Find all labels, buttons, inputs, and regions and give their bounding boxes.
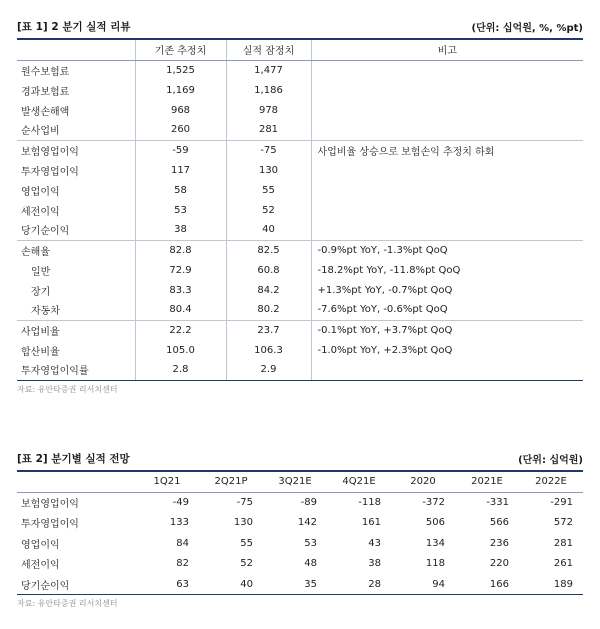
period-value: -372	[422, 497, 445, 508]
row-note	[311, 60, 583, 80]
prev-estimate: 1,525	[135, 60, 226, 80]
table2-body	[17, 492, 583, 595]
table1-title: [표 1] 2 분기 실적 리뷰	[17, 21, 131, 33]
table1-unit: (단위: 십억원, %, %pt)	[471, 23, 583, 34]
period-value: 118	[425, 558, 445, 570]
prev-estimate: 105.0	[135, 340, 226, 360]
table2-row	[17, 513, 583, 534]
table2-header-period: 2020	[391, 472, 455, 492]
table2-row	[17, 492, 583, 513]
prev-estimate: -59	[135, 140, 226, 160]
actual-value: -75	[226, 140, 311, 160]
table1-row	[17, 140, 583, 160]
period-value: 94	[391, 574, 455, 595]
row-label: 세전이익	[21, 206, 60, 218]
row-label: 손해율	[21, 246, 50, 258]
actual-value: 130	[226, 160, 311, 180]
period-value: 48	[304, 558, 317, 570]
table2-header-label	[17, 472, 135, 492]
row-label: 경과보험료	[21, 86, 70, 98]
table2-header-period: 2021E	[455, 472, 519, 492]
table1-caption	[17, 16, 583, 38]
period-value: -331	[486, 497, 509, 508]
period-value: 82	[176, 558, 189, 570]
actual-value: 2.9	[226, 360, 311, 380]
prev-estimate: 72.9	[135, 260, 226, 280]
row-note: -1.0%pt YoY, +2.3%pt QoQ	[311, 340, 583, 360]
row-note	[311, 100, 583, 120]
row-label: 영업이익	[21, 539, 60, 551]
period-value: 166	[455, 574, 519, 595]
prev-estimate: 2.8	[135, 360, 226, 380]
table1-row	[17, 300, 583, 320]
period-value: 134	[425, 537, 445, 549]
prev-estimate: 82.8	[135, 240, 226, 260]
table2-caption	[17, 448, 583, 470]
row-label: 순사업비	[17, 120, 135, 140]
actual-value: 23.7	[226, 320, 311, 340]
prev-estimate: 22.2	[135, 320, 226, 340]
table1-row	[17, 60, 583, 80]
row-label: 세전이익	[21, 560, 60, 572]
row-label: 자동차	[17, 300, 135, 320]
table1-row	[17, 100, 583, 120]
actual-value: 84.2	[226, 280, 311, 300]
table2-row	[17, 574, 583, 595]
table2-unit: (단위: 십억원)	[518, 455, 583, 466]
table2	[17, 472, 583, 595]
table1-row	[17, 320, 583, 340]
period-value: 35	[263, 574, 327, 595]
actual-value: 52	[226, 200, 311, 220]
row-label: 합산비율	[21, 346, 60, 358]
period-value: 84	[176, 537, 189, 549]
period-value: 161	[361, 517, 381, 529]
period-value: -118	[358, 497, 381, 508]
row-note	[311, 120, 583, 140]
period-value: 189	[519, 574, 583, 595]
actual-value: 80.2	[226, 300, 311, 320]
period-value: 28	[327, 574, 391, 595]
prev-estimate: 260	[135, 120, 226, 140]
table1-header-actual: 실적 잠정치	[226, 40, 311, 60]
table1-row	[17, 120, 583, 140]
row-label: 사업비율	[21, 326, 60, 338]
row-label: 보험영업이익	[21, 146, 79, 158]
table1-row	[17, 340, 583, 360]
period-value: 220	[489, 558, 509, 570]
actual-value: 281	[226, 120, 311, 140]
table2-header-period: 2022E	[519, 472, 583, 492]
table1	[17, 40, 583, 381]
table2-source: 자료: 유안타증권 리서치센터	[17, 599, 118, 608]
period-value: -49	[172, 497, 189, 508]
row-note	[311, 360, 583, 380]
period-value: 55	[240, 537, 253, 549]
row-note: -0.1%pt YoY, +3.7%pt QoQ	[311, 320, 583, 340]
period-value: 40	[199, 574, 263, 595]
row-note	[311, 200, 583, 220]
table1-row	[17, 200, 583, 220]
prev-estimate: 53	[135, 200, 226, 220]
table1-header-label	[17, 40, 135, 60]
table1-row	[17, 240, 583, 260]
period-value: 38	[368, 558, 381, 570]
table1-header-prev: 기존 추정치	[135, 40, 226, 60]
period-value: 281	[553, 537, 573, 549]
row-note: -7.6%pt YoY, -0.6%pt QoQ	[311, 300, 583, 320]
table1-row	[17, 280, 583, 300]
row-note: -18.2%pt YoY, -11.8%pt QoQ	[311, 260, 583, 280]
table2-row	[17, 554, 583, 575]
row-label: 발생손해액	[21, 106, 70, 118]
period-value: -291	[550, 497, 573, 508]
prev-estimate: 968	[135, 100, 226, 120]
period-value: 236	[489, 537, 509, 549]
actual-value: 978	[226, 100, 311, 120]
prev-estimate: 80.4	[135, 300, 226, 320]
table1-row	[17, 160, 583, 180]
period-value: -75	[236, 497, 253, 508]
actual-value: 55	[226, 180, 311, 200]
table2-header-period: 4Q21E	[327, 472, 391, 492]
prev-estimate: 38	[135, 220, 226, 240]
row-note: +1.3%pt YoY, -0.7%pt QoQ	[311, 280, 583, 300]
table1-header-note: 비고	[311, 40, 583, 60]
table1-row	[17, 80, 583, 100]
table2-header-period: 3Q21E	[263, 472, 327, 492]
period-value: 52	[240, 558, 253, 570]
actual-value: 60.8	[226, 260, 311, 280]
period-value: 133	[169, 517, 189, 529]
period-value: 63	[135, 574, 199, 595]
row-label: 장기	[31, 286, 51, 298]
period-value: 142	[297, 517, 317, 529]
table2-header-row	[17, 472, 583, 492]
row-note	[311, 160, 583, 180]
row-label: 보험영업이익	[21, 499, 79, 510]
period-value: 53	[304, 537, 317, 549]
row-label: 영업이익	[21, 186, 60, 198]
table2-row	[17, 533, 583, 554]
row-label: 당기순이익	[17, 574, 135, 595]
row-label: 투자영업이익	[21, 519, 79, 531]
prev-estimate: 1,169	[135, 80, 226, 100]
table1-row	[17, 360, 583, 380]
table1-source: 자료: 유안타증권 리서치센터	[17, 384, 118, 394]
table1-block	[17, 16, 583, 395]
actual-value: 106.3	[226, 340, 311, 360]
row-note: 사업비율 상승으로 보험손익 추정치 하회	[311, 140, 583, 160]
row-label: 일반	[31, 266, 51, 278]
period-value: 130	[233, 517, 253, 529]
row-note	[311, 80, 583, 100]
table1-body	[17, 60, 583, 380]
table2-title: [표 2] 분기별 실적 전망	[17, 453, 130, 465]
actual-value: 82.5	[226, 240, 311, 260]
table2-block	[17, 448, 583, 609]
table1-row	[17, 180, 583, 200]
row-note: -0.9%pt YoY, -1.3%pt QoQ	[311, 240, 583, 260]
row-label: 투자영업이익률	[17, 360, 135, 380]
table1-row	[17, 260, 583, 280]
actual-value: 1,186	[226, 80, 311, 100]
row-note	[311, 180, 583, 200]
prev-estimate: 117	[135, 160, 226, 180]
actual-value: 40	[226, 220, 311, 240]
row-label: 투자영업이익	[21, 166, 79, 178]
prev-estimate: 58	[135, 180, 226, 200]
table1-row	[17, 220, 583, 240]
period-value: 506	[425, 517, 445, 529]
table2-header-period: 2Q21P	[199, 472, 263, 492]
actual-value: 1,477	[226, 60, 311, 80]
period-value: 43	[368, 537, 381, 549]
row-note	[311, 220, 583, 240]
period-value: 261	[553, 558, 573, 570]
table2-header-period: 1Q21	[135, 472, 199, 492]
table1-header-row	[17, 40, 583, 60]
period-value: 566	[489, 517, 509, 529]
prev-estimate: 83.3	[135, 280, 226, 300]
row-label: 당기순이익	[17, 220, 135, 240]
period-value: -89	[300, 497, 317, 508]
period-value: 572	[553, 517, 573, 529]
row-label: 원수보험료	[21, 66, 70, 78]
